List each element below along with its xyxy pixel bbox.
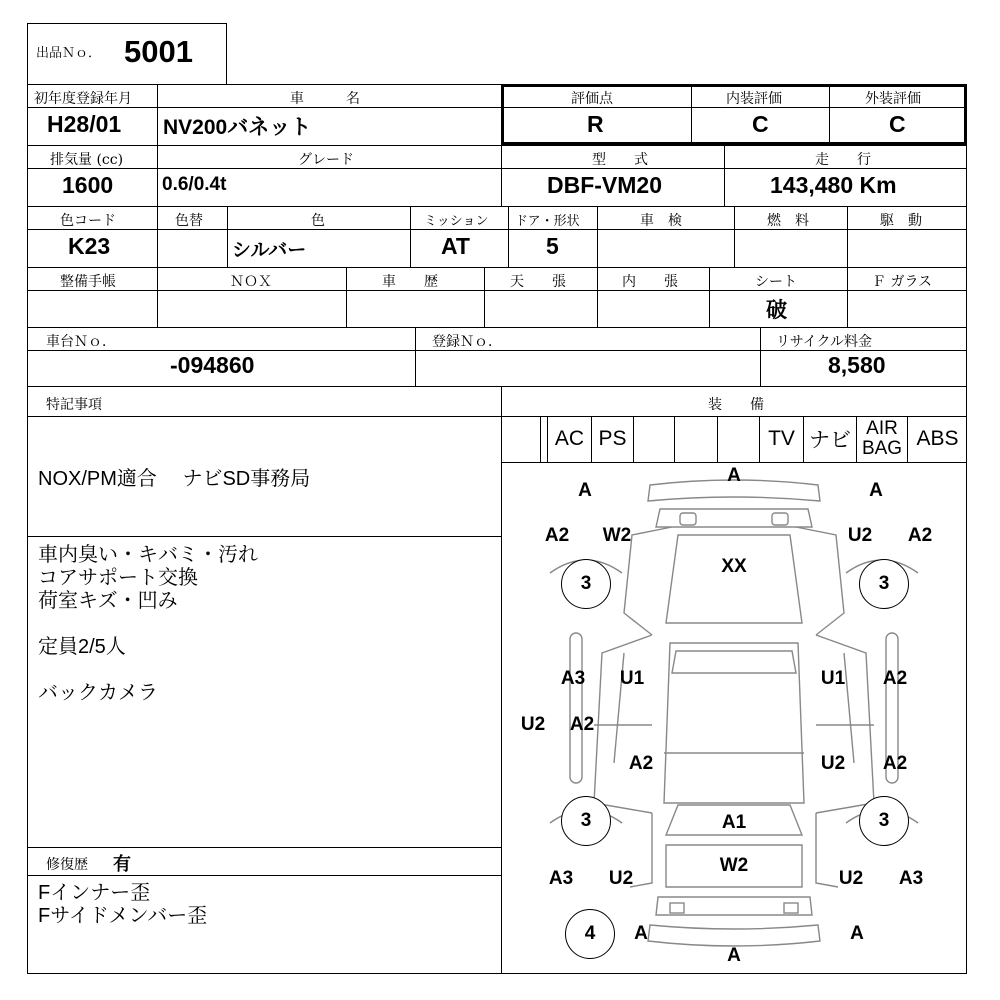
notes-line bbox=[38, 653, 258, 676]
v-row5-a bbox=[415, 327, 416, 386]
damage-rear-right: A bbox=[850, 923, 864, 944]
mileage-label: 走 行 bbox=[815, 152, 871, 168]
history-label: 車 歴 bbox=[382, 274, 438, 290]
grade-label: グレード bbox=[298, 152, 354, 168]
damage-right-door-u1: U1 bbox=[820, 668, 846, 689]
seat-label: シート bbox=[755, 274, 797, 290]
recycle-label: リサイクル料金 bbox=[776, 334, 873, 350]
v-row4-f bbox=[847, 267, 848, 327]
damage-spare-tire: 4 bbox=[565, 909, 615, 959]
v-score-b bbox=[829, 84, 830, 145]
fuel-label: 燃 料 bbox=[767, 213, 809, 229]
reg-no-label: 登録Ｎｏ． bbox=[432, 334, 502, 350]
drive-label: 駆 動 bbox=[880, 213, 922, 229]
notes-line: 荷室キズ・凹み bbox=[38, 590, 178, 612]
recycle-value: 8,580 bbox=[828, 352, 886, 378]
notes-line: 定員2/5人 bbox=[38, 636, 126, 658]
damage-right-rear-door-u2: U2 bbox=[820, 753, 846, 774]
color-code-label: 色コード bbox=[60, 213, 116, 229]
mileage-value: 143,480 Km bbox=[770, 172, 897, 198]
damage-rear-bottom: A bbox=[727, 945, 741, 966]
damage-left-front-a2: A2 bbox=[544, 525, 570, 546]
damage-front-right: A bbox=[869, 480, 883, 501]
v-row4-d bbox=[597, 267, 598, 327]
notes-line: 車内臭い・キバミ・汚れ bbox=[38, 544, 258, 566]
interior-label: 内装評価 bbox=[726, 91, 782, 107]
name-label: 車 名 bbox=[290, 91, 360, 107]
v-row2-c bbox=[724, 145, 725, 206]
maintenance-label: 整備手帳 bbox=[60, 274, 116, 290]
notes-line: バックカメラ bbox=[38, 682, 158, 704]
equipment-airbag: AIR BAG bbox=[856, 416, 907, 462]
first-reg-label: 初年度登録年月 bbox=[34, 91, 132, 107]
damage-right-rear-u2: U2 bbox=[838, 868, 864, 889]
transmission-value: AT bbox=[441, 233, 470, 259]
equipment-row bbox=[501, 416, 967, 462]
first-reg-value: H28/01 bbox=[47, 111, 122, 137]
row3-sub bbox=[27, 229, 967, 230]
damage-left-rear-a3: A3 bbox=[548, 868, 574, 889]
damage-right-front-a2: A2 bbox=[907, 525, 933, 546]
repair-lines bbox=[38, 876, 208, 927]
equipment-ps: PS bbox=[591, 416, 633, 462]
row4-sub bbox=[27, 290, 967, 291]
v-row3-d bbox=[508, 206, 509, 267]
lot-number: 5001 bbox=[124, 34, 193, 69]
inner-label: 内 張 bbox=[622, 274, 678, 290]
v-row4-e bbox=[709, 267, 710, 327]
equipment-blank bbox=[717, 416, 759, 462]
damage-front-top: A bbox=[727, 465, 741, 486]
door-label: ドア・形状 bbox=[515, 214, 580, 229]
displacement-value: 1600 bbox=[62, 172, 114, 198]
equipment-blank bbox=[674, 416, 717, 462]
v-row3-c bbox=[410, 206, 411, 267]
notes-label: 特記事項 bbox=[46, 397, 102, 413]
notes-line: コアサポート交換 bbox=[38, 567, 198, 589]
notes-divider bbox=[27, 536, 502, 537]
repaint-label: 色替 bbox=[175, 213, 203, 229]
lot-label: 出品Ｎｏ． bbox=[36, 46, 102, 61]
v-row3-f bbox=[734, 206, 735, 267]
damage-right-rear-door-a2: A2 bbox=[882, 753, 908, 774]
score-label: 評価点 bbox=[571, 91, 613, 107]
name-value: NV200バネット bbox=[163, 116, 312, 139]
inspection-label: 車 検 bbox=[640, 213, 682, 229]
displacement-label: 排気量 (cc) bbox=[50, 152, 124, 168]
damage-left-rear-door: A2 bbox=[628, 753, 654, 774]
notes-line1: NOX/PM適合 ナビSD事務局 bbox=[38, 468, 311, 490]
model-value: DBF-VM20 bbox=[547, 172, 663, 198]
fglass-label: Ｆ ガラス bbox=[872, 274, 933, 290]
damage-left-rear-u2: U2 bbox=[608, 868, 634, 889]
damage-left-rear-wheel: 3 bbox=[561, 796, 611, 846]
equipment-tv: TV bbox=[759, 416, 803, 462]
equipment-blank bbox=[633, 416, 674, 462]
model-label: 型 式 bbox=[592, 152, 648, 168]
damage-front-left: A bbox=[578, 480, 592, 501]
repair-line: Fインナー歪 bbox=[38, 882, 151, 904]
v-row3-a bbox=[157, 206, 158, 267]
v-row2-a bbox=[157, 145, 158, 206]
damage-windshield: XX bbox=[721, 556, 747, 577]
v-row5-b bbox=[760, 327, 761, 386]
lot-box bbox=[27, 23, 227, 85]
notes-line bbox=[38, 607, 258, 630]
seat-value: 破 bbox=[766, 299, 787, 322]
repair-top bbox=[27, 847, 502, 848]
exterior-value: C bbox=[889, 111, 906, 137]
roof-label: 天 張 bbox=[510, 274, 566, 290]
v-row1-a bbox=[157, 84, 158, 145]
v-row4-a bbox=[157, 267, 158, 327]
damage-left-rocker-a2: A2 bbox=[569, 714, 595, 735]
damage-left-rocker-u2: U2 bbox=[520, 714, 546, 735]
color-label: 色 bbox=[311, 213, 325, 229]
equipment-abs: ABS bbox=[907, 416, 967, 462]
damage-left-front-wheel: 3 bbox=[561, 559, 611, 609]
row2-bottom bbox=[27, 206, 967, 207]
row3-bottom bbox=[27, 267, 967, 268]
repair-label: 修復歴 bbox=[46, 857, 88, 873]
damage-right-front-wheel: 3 bbox=[859, 559, 909, 609]
damage-rear-floor: A1 bbox=[721, 812, 747, 833]
interior-value: C bbox=[752, 111, 769, 137]
row4-bottom bbox=[27, 327, 967, 328]
v-score-a bbox=[691, 84, 692, 145]
equipment-navi: ナビ bbox=[803, 416, 856, 462]
nox-label: ＮＯＸ bbox=[230, 274, 272, 290]
v-row3-e bbox=[597, 206, 598, 267]
damage-right-rear-a3: A3 bbox=[898, 868, 924, 889]
damage-right-front-u2: U2 bbox=[847, 525, 873, 546]
damage-left-front-w2: W2 bbox=[602, 525, 632, 546]
damage-right-door-a2: A2 bbox=[882, 668, 908, 689]
v-row4-c bbox=[484, 267, 485, 327]
damage-rear-glass: W2 bbox=[719, 855, 749, 876]
damage-right-rear-wheel: 3 bbox=[859, 796, 909, 846]
v-row4-b bbox=[346, 267, 347, 327]
color-value: シルバー bbox=[232, 240, 307, 261]
row5-bottom bbox=[27, 386, 967, 387]
notes-lines bbox=[38, 538, 258, 704]
repair-value: 有 bbox=[113, 854, 131, 874]
score-value: R bbox=[587, 111, 604, 137]
equipment-label: 装 備 bbox=[708, 397, 764, 413]
v-row2-b bbox=[501, 145, 502, 206]
damage-left-door-a3: A3 bbox=[560, 668, 586, 689]
v-row3-b bbox=[227, 206, 228, 267]
exterior-label: 外装評価 bbox=[865, 91, 921, 107]
grade-value: 0.6/0.4t bbox=[162, 174, 227, 195]
door-value: 5 bbox=[546, 233, 559, 259]
chassis-label: 車台Ｎｏ． bbox=[46, 334, 116, 350]
damage-left-door-u1: U1 bbox=[619, 668, 645, 689]
row1-bottom bbox=[27, 145, 967, 146]
transmission-label: ミッション bbox=[424, 214, 489, 229]
v-row3-g bbox=[847, 206, 848, 267]
equipment-ac: AC bbox=[547, 416, 591, 462]
chassis-value: -094860 bbox=[170, 352, 255, 378]
repair-line: Fサイドメンバー歪 bbox=[38, 905, 208, 927]
damage-rear-left: A bbox=[634, 923, 648, 944]
color-code-value: K23 bbox=[68, 233, 111, 259]
